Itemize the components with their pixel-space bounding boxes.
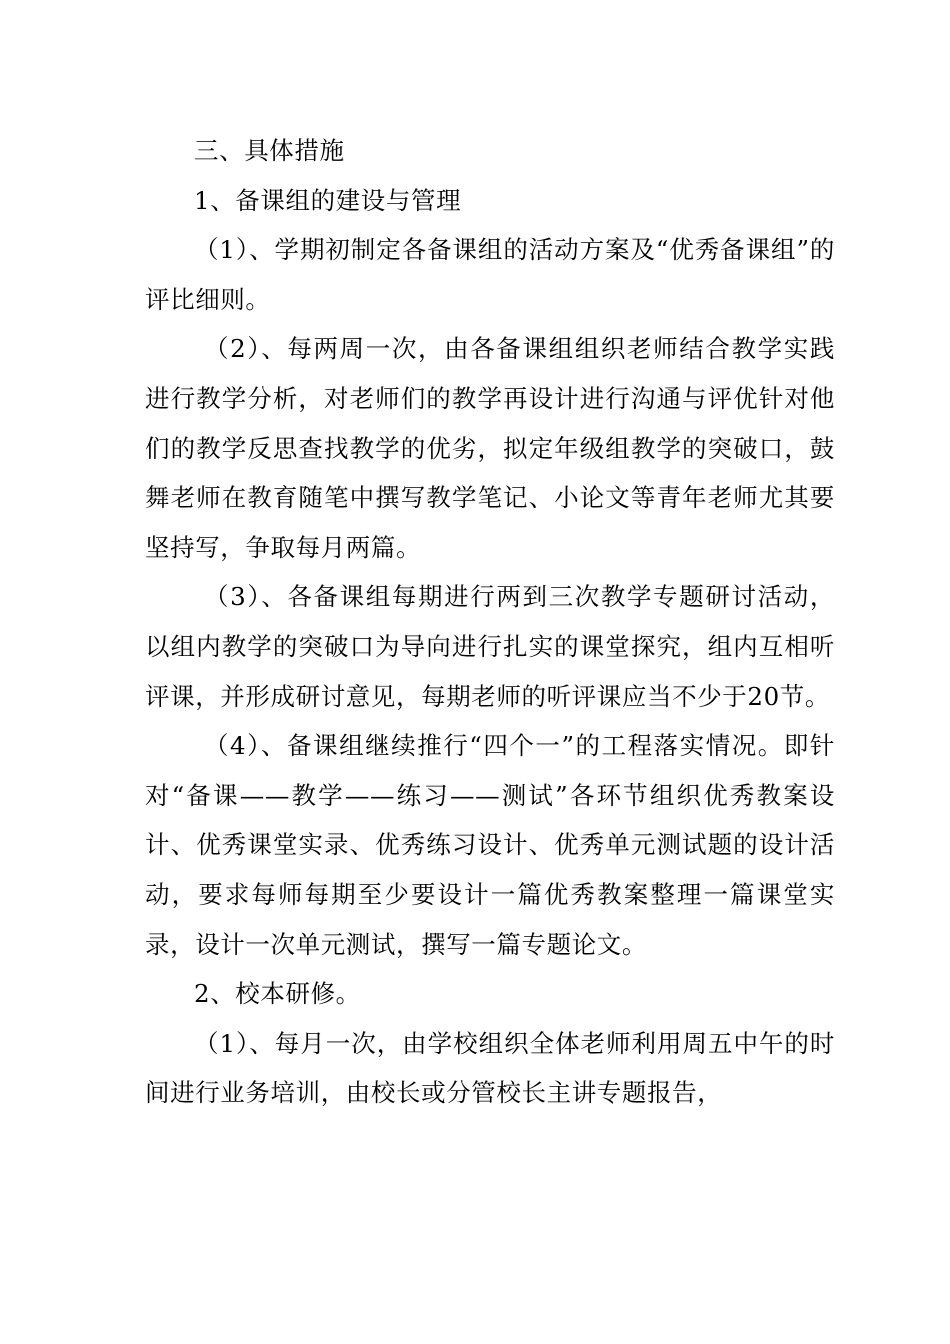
document-body	[145, 126, 835, 1118]
subsection-heading: 2、校本研修。	[194, 979, 361, 1009]
paragraph: （3）、各备课组每期进行两到三次教学专题研讨活动，以组内教学的突破口为导向进行扎实的课堂探究，组内互相听评课，并形成研讨意见，每期老师的听评课应当不少于20节。	[145, 582, 835, 711]
paragraph: （2）、每两周一次，由各备课组组织老师结合教学实践进行教学分析，对老师们的教学再设计进行沟通与评优针对他们的教学反思查找教学的优劣，拟定年级组教学的突破口，鼓舞老师在教育随笔中撰写教学笔记、小论文等青年老师尤其要坚持写，争取每月两篇。	[145, 334, 835, 562]
section-heading: 三、具体措施	[194, 136, 345, 165]
paragraph: （1）、每月一次，由学校组织全体老师利用周五中午的时间进行业务培训，由校长或分管校长主讲专题报告，	[145, 1028, 835, 1108]
paragraph: （4）、备课组继续推行“四个一”的工程落实情况。即针对“备课——教学——练习——测试”各环节组织优秀教案设计、优秀课堂实录、优秀练习设计、优秀单元测试题的设计活动，要求每师每期至少要设计一篇优秀教案整理一篇课堂实录，设计一次单元测试，撰写一篇专题论文。	[145, 731, 835, 959]
subsection-heading: 1、备课组的建设与管理	[194, 185, 462, 215]
paragraph: （1）、学期初制定各备课组的活动方案及“优秀备课组”的评比细则。	[145, 235, 835, 314]
